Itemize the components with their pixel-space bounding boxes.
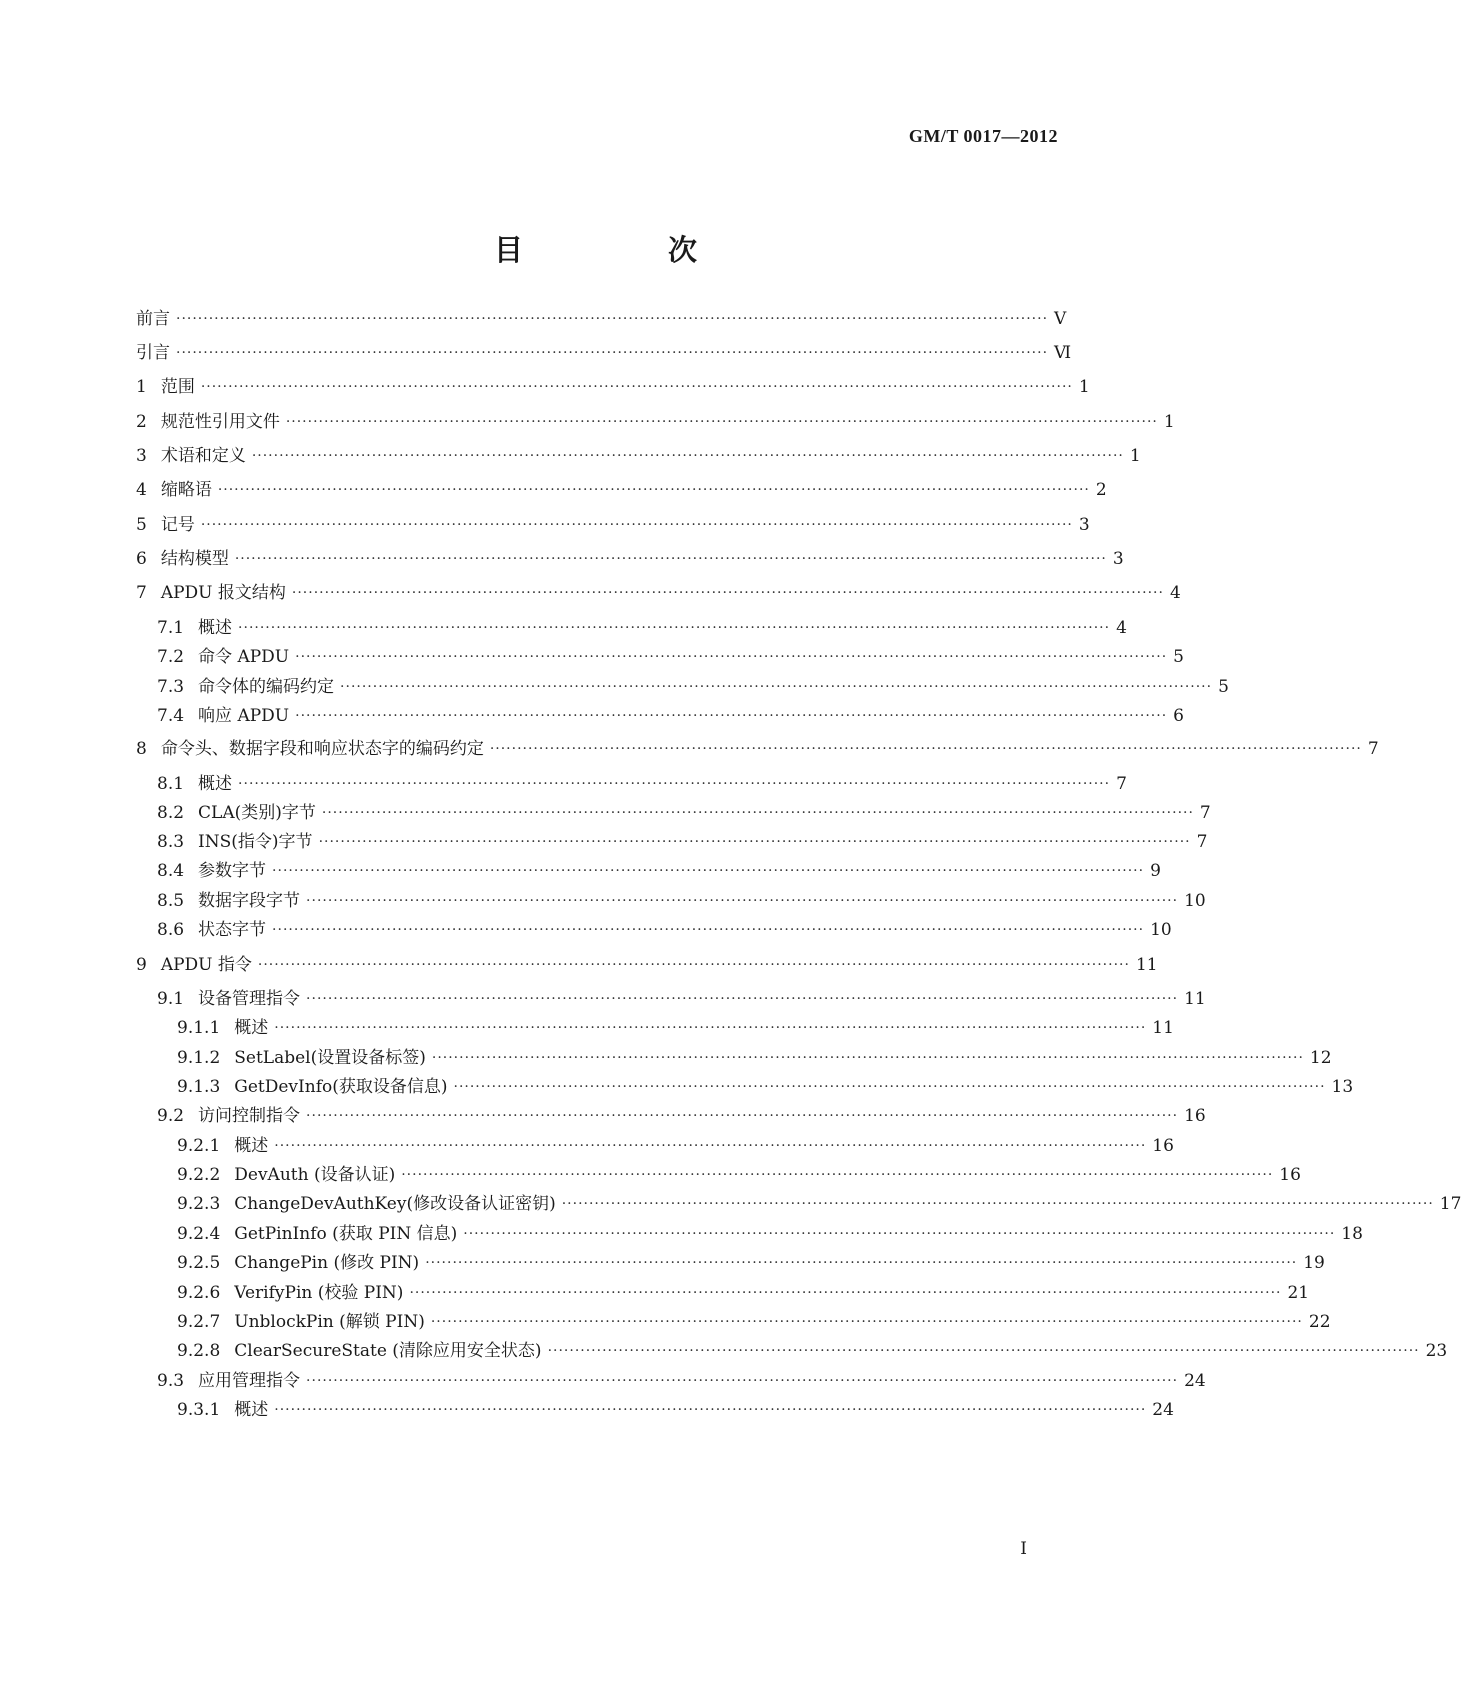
toc-entry-page: 10	[1150, 920, 1172, 940]
toc-entry[interactable]	[0, 888, 1206, 914]
toc-entry[interactable]	[0, 644, 1191, 670]
toc-entry-page: 3	[1078, 515, 1090, 535]
toc-entry-title: 概述	[198, 618, 233, 638]
toc-entry-page: 23	[1425, 1341, 1448, 1361]
toc-entry-title: 设备管理指令	[198, 989, 301, 1009]
toc-entry-number: 9.1	[157, 989, 185, 1009]
toc-leader-dots: ································································································································································	[453, 1079, 1326, 1095]
toc-leader-dots: ································································································································································	[306, 1108, 1179, 1124]
toc-entry-title: 前言	[136, 309, 170, 329]
toc-entry-number: 9.1.2	[177, 1048, 221, 1068]
toc-entry-number: 7.3	[157, 677, 185, 697]
toc-leader-dots: ································································································································································	[274, 1138, 1147, 1154]
toc-entry-title: 范围	[160, 377, 195, 397]
toc-leader-dots: ································································································································································	[251, 448, 1124, 464]
toc-entry-title: 响应 APDU	[198, 706, 290, 726]
toc-entry[interactable]	[0, 1397, 1191, 1423]
toc-entry-page: 21	[1287, 1283, 1310, 1303]
toc-entry-number: 2	[136, 412, 147, 432]
toc-entry-title: APDU 指令	[160, 955, 252, 975]
toc-entry-title: 命令体的编码约定	[198, 677, 335, 697]
toc-entry-title: CLA(类别)字节	[198, 803, 316, 823]
toc-entry-page: 11	[1184, 989, 1206, 1009]
toc-entry[interactable]	[0, 1133, 1191, 1159]
toc-entry-page: 10	[1184, 891, 1206, 911]
toc-entry-number: 8.2	[157, 803, 185, 823]
toc-leader-dots: ································································································································································	[274, 1020, 1147, 1036]
toc-entry-number: 9	[136, 955, 147, 975]
toc-entry[interactable]	[0, 1045, 1332, 1071]
toc-entry[interactable]	[0, 829, 1208, 855]
toc-entry-page: 18	[1341, 1224, 1363, 1244]
toc-entry[interactable]	[0, 952, 1191, 978]
page-title: 目 次	[493, 233, 755, 267]
toc-entry-title: 概述	[234, 1018, 269, 1038]
toc-entry-number: 8.4	[157, 861, 185, 881]
toc-entry-number: 9.2.7	[177, 1312, 221, 1332]
toc-entry-title: 结构模型	[160, 549, 229, 569]
toc-entry[interactable]	[0, 1103, 1206, 1129]
toc-entry-page: 12	[1309, 1048, 1332, 1068]
page-number: I	[1020, 1539, 1027, 1559]
toc-leader-dots: ································································································································································	[306, 991, 1179, 1007]
toc-entry-number: 9.3.1	[177, 1400, 221, 1420]
toc-entry-number: 9.2.8	[177, 1341, 221, 1361]
toc-leader-dots: ································································································································································	[321, 805, 1194, 821]
toc-leader-dots: ································································································································································	[234, 551, 1107, 567]
toc-entry-number: 8	[136, 739, 147, 759]
toc-leader-dots: ································································································································································	[463, 1226, 1336, 1242]
toc-entry[interactable]	[0, 917, 1191, 943]
toc-leader-dots: ································································································································································	[295, 708, 1168, 724]
toc-entry[interactable]	[0, 443, 1191, 469]
toc-entry-page: 1	[1163, 412, 1175, 432]
toc-entry[interactable]	[0, 800, 1211, 826]
toc-entry-number: 9.1.3	[177, 1077, 221, 1097]
toc-entry-page: 2	[1095, 480, 1107, 500]
toc-entry[interactable]	[0, 1368, 1206, 1394]
toc-entry[interactable]	[0, 1191, 1461, 1217]
toc-leader-dots: ································································································································································	[295, 649, 1168, 665]
toc-leader-dots: ································································································································································	[200, 379, 1073, 395]
toc-entry-title: GetDevInfo(获取设备信息)	[234, 1077, 448, 1097]
toc-entry-page: 24	[1184, 1371, 1206, 1391]
toc-leader-dots: ································································································································································	[561, 1196, 1434, 1212]
toc-entry[interactable]	[0, 858, 1191, 884]
toc-entry-number: 9.2.6	[177, 1283, 221, 1303]
toc-entry-page: 16	[1279, 1165, 1301, 1185]
toc-entry-number: 9.2.3	[177, 1194, 221, 1214]
toc-leader-dots: ································································································································································	[425, 1255, 1298, 1271]
toc-entry-title: DevAuth (设备认证)	[234, 1165, 396, 1185]
toc-entry-page: 11	[1152, 1018, 1174, 1038]
toc-leader-dots: ································································································································································	[200, 517, 1073, 533]
toc-entry-page: 19	[1303, 1253, 1325, 1273]
toc-leader-dots: ································································································································································	[489, 741, 1362, 757]
toc-entry-title: SetLabel(设置设备标签)	[234, 1048, 426, 1068]
toc-leader-dots: ································································································································································	[285, 414, 1158, 430]
toc-leader-dots: ································································································································································	[340, 679, 1213, 695]
toc-entry-page: 7	[1196, 832, 1208, 852]
toc-entry[interactable]	[0, 409, 1191, 435]
toc-entry-number: 4	[136, 480, 147, 500]
toc-leader-dots: ································································································································································	[176, 311, 1049, 327]
toc-entry-title: 参数字节	[198, 861, 267, 881]
toc-entry-number: 7.2	[157, 647, 185, 667]
toc-entry[interactable]	[0, 477, 1191, 503]
toc-entry-number: 8.6	[157, 920, 185, 940]
toc-entry-page: 6	[1173, 706, 1184, 726]
toc-entry-number: 9.2.1	[177, 1136, 221, 1156]
toc-leader-dots: ································································································································································	[274, 1402, 1147, 1418]
toc-entry-number: 9.2.5	[177, 1253, 221, 1273]
standard-number: GM/T 0017—2012	[908, 126, 1058, 146]
toc-leader-dots: ································································································································································	[306, 1373, 1179, 1389]
toc-entry-title: 概述	[234, 1136, 269, 1156]
toc-leader-dots: ································································································································································	[217, 482, 1090, 498]
toc-leader-dots: ································································································································································	[238, 620, 1111, 636]
toc-entry-title: 命令 APDU	[198, 647, 290, 667]
toc-entry-number: 9.2	[157, 1106, 185, 1126]
toc-entry-page: Ⅵ	[1054, 343, 1072, 363]
toc-entry-title: ChangeDevAuthKey(修改设备认证密钥)	[234, 1194, 556, 1214]
toc-leader-dots: ································································································································································	[176, 345, 1049, 361]
toc-entry-number: 8.3	[157, 832, 185, 852]
toc-leader-dots: ································································································································································	[431, 1050, 1304, 1066]
toc-entry-title: 规范性引用文件	[160, 412, 280, 432]
toc-entry-page: 1	[1078, 377, 1090, 397]
toc-entry-number: 8.5	[157, 891, 185, 911]
toc-entry[interactable]	[0, 703, 1191, 729]
toc-entry-page: 17	[1439, 1194, 1461, 1214]
toc-entry[interactable]	[0, 1015, 1191, 1041]
toc-entry-title: VerifyPin (校验 PIN)	[234, 1283, 404, 1303]
toc-entry-title: 概述	[234, 1400, 269, 1420]
toc-leader-dots: ································································································································································	[272, 922, 1145, 938]
toc-entry-page: 24	[1152, 1400, 1174, 1420]
toc-entry-page: 4	[1169, 583, 1181, 603]
toc-entry[interactable]	[0, 306, 1191, 332]
toc-entry-number: 7.1	[157, 618, 185, 638]
toc-entry-page: 11	[1135, 955, 1158, 975]
toc-leader-dots: ································································································································································	[409, 1285, 1282, 1301]
toc-entry-title: UnblockPin (解锁 PIN)	[234, 1312, 425, 1332]
toc-entry-number: 8.1	[157, 774, 185, 794]
toc-entry-number: 7	[136, 583, 147, 603]
toc-entry-number: 6	[136, 549, 147, 569]
toc-entry-page: 16	[1184, 1106, 1206, 1126]
toc-entry[interactable]	[0, 546, 1191, 572]
toc-entry[interactable]	[0, 771, 1191, 797]
toc-leader-dots: ································································································································································	[306, 893, 1179, 909]
toc-entry-number: 1	[136, 377, 147, 397]
toc-entry-title: ChangePin (修改 PIN)	[234, 1253, 420, 1273]
toc-entry[interactable]	[0, 512, 1191, 538]
toc-entry-page: 9	[1150, 861, 1161, 881]
toc-entry[interactable]	[0, 1162, 1301, 1188]
toc-entry-number: 9.2.2	[177, 1165, 221, 1185]
toc-entry-number: 9.2.4	[177, 1224, 221, 1244]
toc-entry-page: 5	[1173, 647, 1184, 667]
toc-entry[interactable]	[0, 986, 1206, 1012]
toc-entry[interactable]	[0, 736, 1379, 762]
toc-entry-page: 13	[1331, 1077, 1354, 1097]
toc-entry-number: 9.3	[157, 1371, 185, 1391]
toc-entry-page: 1	[1129, 446, 1141, 466]
toc-entry-title: 命令头、数据字段和响应状态字的编码约定	[160, 739, 484, 759]
toc-leader-dots: ································································································································································	[272, 863, 1145, 879]
toc-leader-dots: ································································································································································	[547, 1343, 1420, 1359]
toc-entry-page: 5	[1218, 677, 1229, 697]
toc-entry-title: GetPinInfo (获取 PIN 信息)	[234, 1224, 458, 1244]
toc-entry-page: 7	[1116, 774, 1127, 794]
toc-entry-page: 4	[1116, 618, 1127, 638]
toc-entry[interactable]	[0, 374, 1191, 400]
toc-entry-page: 7	[1199, 803, 1211, 823]
toc-entry-page: 16	[1152, 1136, 1174, 1156]
toc-entry-title: 数据字段字节	[198, 891, 301, 911]
toc-leader-dots: ································································································································································	[291, 585, 1164, 601]
toc-entry-title: APDU 报文结构	[160, 583, 286, 603]
toc-leader-dots: ································································································································································	[401, 1167, 1274, 1183]
toc-entry[interactable]	[0, 615, 1191, 641]
toc-entry[interactable]	[0, 580, 1191, 606]
toc-entry-page: 22	[1308, 1312, 1331, 1332]
toc-entry[interactable]	[0, 1280, 1310, 1306]
toc-entry-title: INS(指令)字节	[198, 832, 313, 852]
toc-entry-number: 5	[136, 515, 147, 535]
toc-leader-dots: ································································································································································	[257, 957, 1130, 973]
toc-entry[interactable]	[0, 1338, 1448, 1364]
toc-entry-number: 7.4	[157, 706, 185, 726]
toc-entry-title: ClearSecureState (清除应用安全状态)	[234, 1341, 542, 1361]
toc-entry[interactable]	[0, 1074, 1354, 1100]
toc-entry[interactable]	[0, 1250, 1325, 1276]
toc-entry[interactable]	[0, 1221, 1363, 1247]
toc-entry-number: 3	[136, 446, 147, 466]
toc-leader-dots: ································································································································································	[430, 1314, 1303, 1330]
toc-entry-title: 访问控制指令	[198, 1106, 301, 1126]
toc-entry-number: 9.1.1	[177, 1018, 221, 1038]
toc-entry-title: 状态字节	[198, 920, 267, 940]
toc-entry-title: 引言	[136, 343, 170, 363]
toc-leader-dots: ································································································································································	[238, 776, 1111, 792]
toc-entry-title: 缩略语	[160, 480, 212, 500]
toc-entry-title: 记号	[160, 515, 195, 535]
toc-entry-page: Ⅴ	[1054, 309, 1067, 329]
toc-entry-title: 概述	[198, 774, 233, 794]
toc-entry-page: 7	[1367, 739, 1379, 759]
toc-leader-dots: ································································································································································	[318, 834, 1191, 850]
toc-entry-title: 术语和定义	[160, 446, 246, 466]
toc-entry-page: 3	[1112, 549, 1124, 569]
toc-entry[interactable]	[0, 1309, 1331, 1335]
toc-entry[interactable]	[0, 340, 1191, 366]
toc-entry[interactable]	[0, 674, 1229, 700]
toc-entry-title: 应用管理指令	[198, 1371, 301, 1391]
